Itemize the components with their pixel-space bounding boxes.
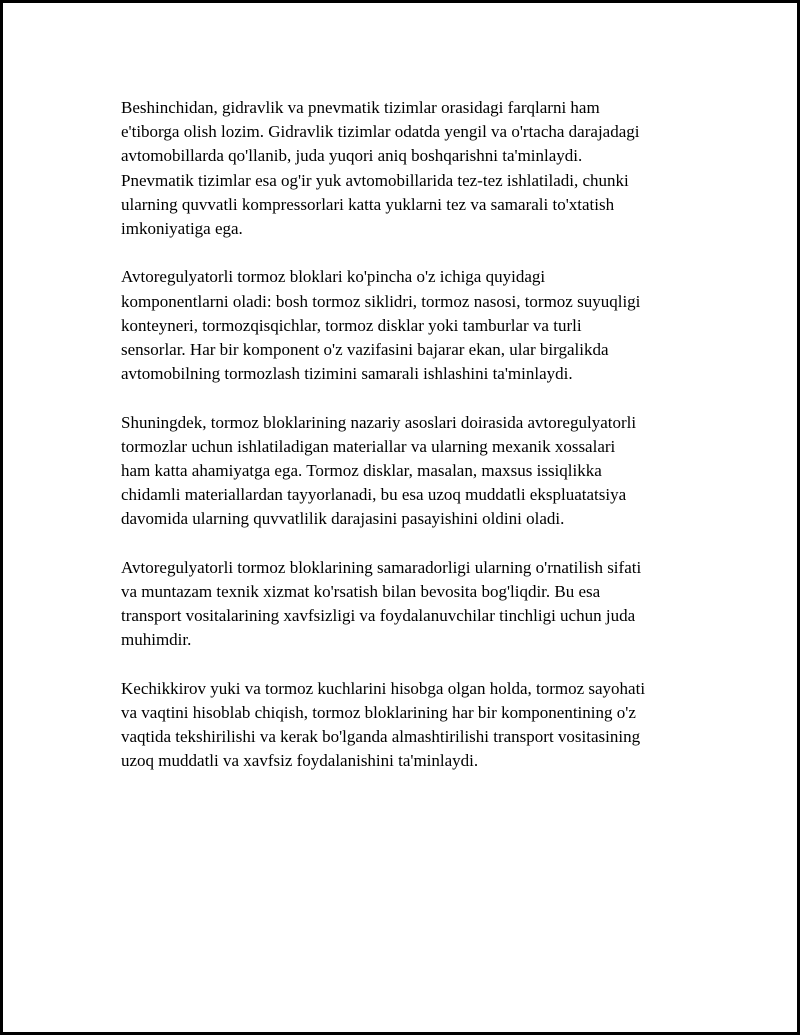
paragraph-4: Avtoregulyatorli tormoz bloklarining samaradorligi ularning o'rnatilish sifati va muntazam texnik xizmat ko'rsatish bilan bevosita bog'liqdir. Bu esa transport vositalarining xavfsizligi va foydalanuvchilar tinchligi uchun juda muhimdir. <box>121 557 642 650</box>
paragraph-2: Avtoregulyatorli tormoz bloklari ko'pincha o'z ichiga quyidagi komponentlarni oladi: bosh tormoz siklidri, tormoz nasosi, tormoz suyuqligi konteyneri, tormozqisqichlar, tormoz disklar yoki tamburlar va turli sensorlar. Har bir komponent o'z vazifasini bajarar ekan, ular birgalikda avtomobilning tormozlash tizimini samarali ishlashini ta'minlaydi. <box>121 267 641 384</box>
paragraph-1: Beshinchidan, gidravlik va pnevmatik tizimlar orasidagi farqlarni ham e'tiborga olish lozim. Gidravlik tizimlar odatda yengil va o'rtacha darajadagi avtomobillarda qo'llanib, juda yuqori aniq boshqarishni ta'minlaydi. Pnevmatik tizimlar esa og'ir yuk avtomobillarida tez-tez ishlatiladi, chunki ularning quvvatli kompressorlari katta yuklarni tez va samarali to'xtatish imkoniyatiga ega. <box>121 98 640 239</box>
document-body <box>121 96 691 798</box>
paragraph-3: Shuningdek, tormoz bloklarining nazariy asoslari doirasida avtoregulyatorli tormozlar uchun ishlatiladigan materiallar va ularning mexanik xossalari ham katta ahamiyatga ega. Tormoz disklar, masalan, maxsus issiqlikka chidamli materiallardan tayyorlanadi, bu esa uzoq muddatli ekspluatatsiya davomida ularning quvvatlilik darajasini pasayishini oldini oladi. <box>121 412 637 529</box>
paragraph-5: Kechikkirov yuki va tormoz kuchlarini hisobga olgan holda, tormoz sayohati va vaqtini hisoblab chiqish, tormoz bloklarining har bir komponentining o'z vaqtida tekshirilishi va kerak bo'lganda almashtirilishi transport vositasining uzoq muddatli va xavfsiz foydalanishini ta'minlaydi. <box>121 678 646 771</box>
